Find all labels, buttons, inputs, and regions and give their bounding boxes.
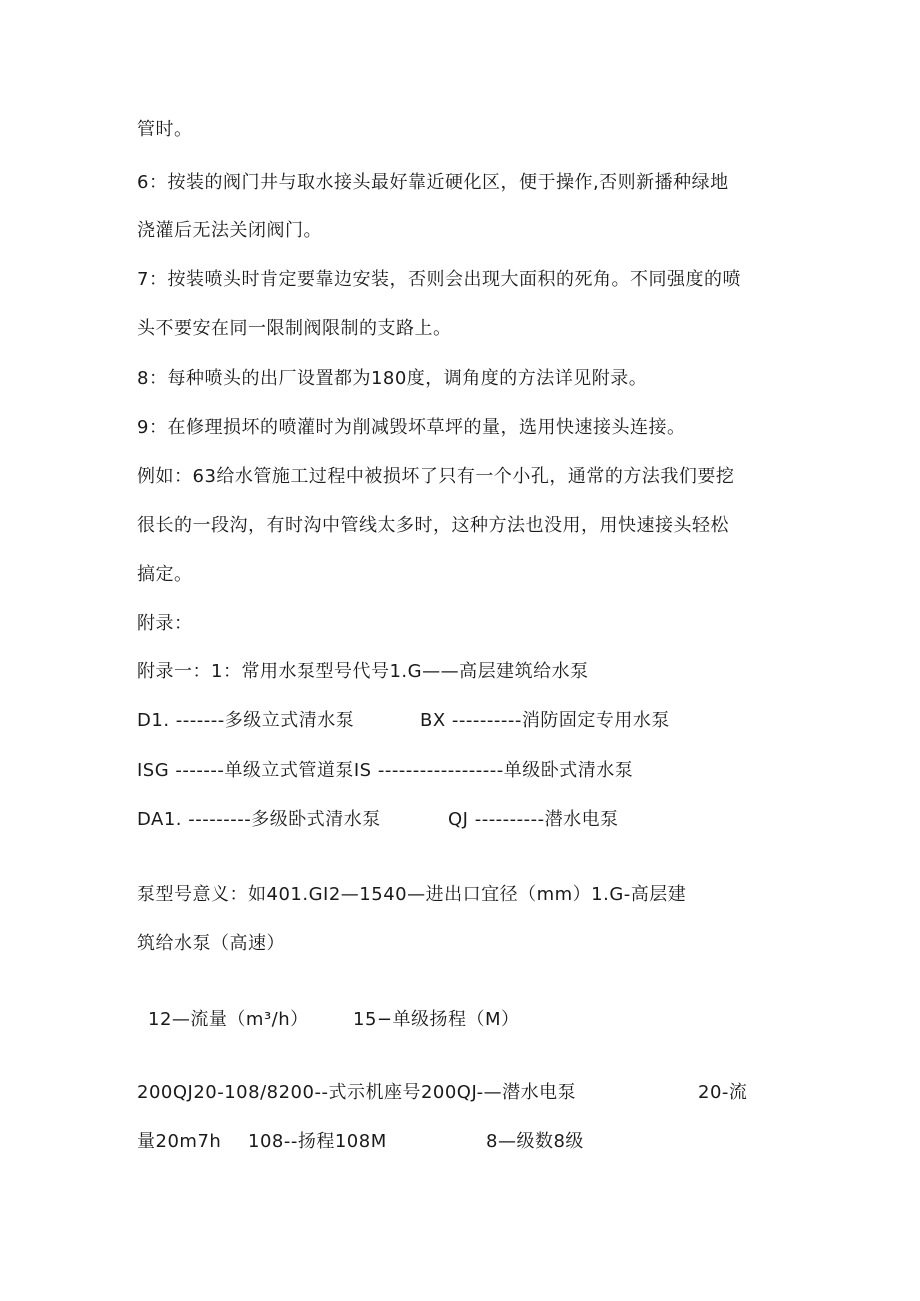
- pump-code-isg-is: ISG -------单级立式管道泵IS ------------------单级卧式清水泵: [137, 760, 634, 781]
- example-line-1: 例如：63给水管施工过程中被损坏了只有一个小孔，通常的方法我们要挖: [137, 466, 735, 487]
- item-6-line-2: 浇灌后无法关闭阀门。: [137, 220, 322, 241]
- qj-head-value: 108--扬程108M: [248, 1131, 387, 1152]
- qj-flow-value: 量20m7h: [137, 1131, 222, 1152]
- item-6-line-1: 6：按装的阀门井与取水接头最好靠近硬化区，便于操作,否则新播种绿地: [137, 172, 729, 193]
- example-line-3: 搞定。: [137, 564, 193, 585]
- appendix-1-title: 附录一：1：常用水泵型号代号1.G——高层建筑给水泵: [137, 661, 589, 682]
- flow-rate-note: 12—流量（m³/h）: [148, 1009, 309, 1030]
- item-7-line-2: 头不要安在同一限制阀限制的支路上。: [137, 318, 452, 339]
- pump-code-qj: QJ ----------潜水电泵: [448, 809, 619, 830]
- qj-stages-value: 8—级数8级: [486, 1131, 584, 1152]
- model-meaning-line-2: 筑给水泵（高速）: [137, 933, 285, 954]
- item-8: 8：每种喷头的出厂设置都为180度，调角度的方法详见附录。: [137, 368, 648, 389]
- paragraph-continuation: 管时。: [137, 119, 193, 140]
- pump-code-da1: DA1. ---------多级卧式清水泵: [137, 809, 381, 830]
- appendix-heading: 附录：: [137, 613, 193, 634]
- item-9: 9：在修理损坏的喷灌时为削减毁坏草坪的量，选用快速接头连接。: [137, 417, 686, 438]
- example-line-2: 很长的一段沟，有时沟中管线太多时，这种方法也没用，用快速接头轻松: [137, 515, 729, 536]
- qj-model-line-1: 200QJ20-108/8200--式示机座号200QJ-—潜水电泵: [137, 1082, 577, 1103]
- head-note: 15−单级扬程（M）: [353, 1009, 520, 1030]
- pump-code-d1: D1. -------多级立式清水泵: [137, 710, 355, 731]
- model-meaning-line-1: 泵型号意义：如401.GI2—1540—进出口宜径（mm）1.G-高层建: [137, 884, 687, 905]
- pump-code-bx: BX ----------消防固定专用水泵: [420, 710, 670, 731]
- item-7-line-1: 7：按装喷头时肯定要靠边安装，否则会出现大面积的死角。不同强度的喷: [137, 269, 741, 290]
- qj-flow-label: 20-流: [698, 1082, 748, 1103]
